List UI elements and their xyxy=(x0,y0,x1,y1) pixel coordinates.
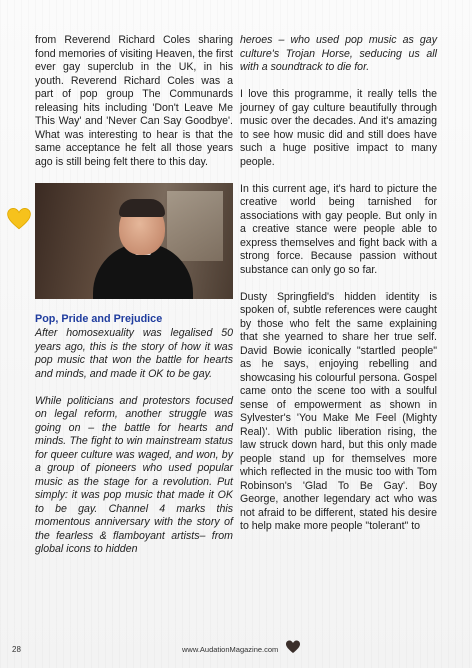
page-number: 28 xyxy=(12,645,21,654)
reverend-richard-coles-photo xyxy=(35,183,233,299)
decorative-heart-icon xyxy=(6,206,32,232)
footer-heart-icon xyxy=(285,639,301,655)
right-column xyxy=(240,34,437,547)
right-paragraph-2: I love this programme, it really tells the journey of gay culture beautifully through music over the decades. And it's amazing to see how music did and still does have such a huge positive impact to many people. xyxy=(240,88,437,168)
section-heading: Pop, Pride and Prejudice xyxy=(35,312,163,325)
left-paragraph-3: While politicians and protestors focused on legal reform, another struggle was going on – the battle for hearts and minds. The fight to win mainstream status for queer culture was waged, and won, by a group of pioneers who used popular music as the stage for a revolution. Put simply: it was pop music that made it OK to be gay. Channel 4 marks this momentous anniversary with the story of the fearless & flamboyant artists– from global icons to hidden xyxy=(35,394,233,555)
right-paragraph-3: In this current age, it's hard to picture the creative world being tarnished for associations with gay people. But only in a creative stance were people able to express themselves and fight back with a strong force. Because passion without substance can only go so far. xyxy=(240,182,437,276)
left-paragraph-1: from Reverend Richard Coles sharing fond memories of visiting Heaven, the first ever gay superclub in the UK, in his youth. Reverend Richard Coles was a part of pop group The Communards releasing hits including 'Don't Leave Me This Way' and 'Never Can Say Goodbye'. What was interesting to hear is that the same acceptance he felt all those years ago is still being felt there to this day. xyxy=(35,34,233,168)
left-intro-paragraph: After homosexuality was legalised 50 years ago, this is the story of how it was pop music that won the battle for hearts and minds, and made it OK to be gay. xyxy=(35,327,233,380)
right-paragraph-1: heroes – who used pop music as gay culture's Trojan Horse, seducing us all with a soundtrack to die for. xyxy=(240,34,437,73)
right-paragraph-4: Dusty Springfield's hidden identity is spoken of, subtle references were caught by those who felt the same explaining that she yearned to share her true self. David Bowie iconically "startled people" as he says, enjoying rebelling and showcasing his colourful persona. Gospel came onto the scene too with a soulful sense of empowerment as shown in Sylvester's 'You Make Me Feel (Mighty Real)'. With public liberation rising, the law struck down hard, but this only made people stand up for themselves more which reflected in the music too with Tom Robinson's 'Glad To Be Gay'. Boy George, another legendary act who was not afraid to be different, stated his desire to help make more people "tolerant" to xyxy=(240,290,437,532)
website-link[interactable]: www.AudationMagazine.com xyxy=(182,645,279,654)
left-column xyxy=(35,34,233,570)
